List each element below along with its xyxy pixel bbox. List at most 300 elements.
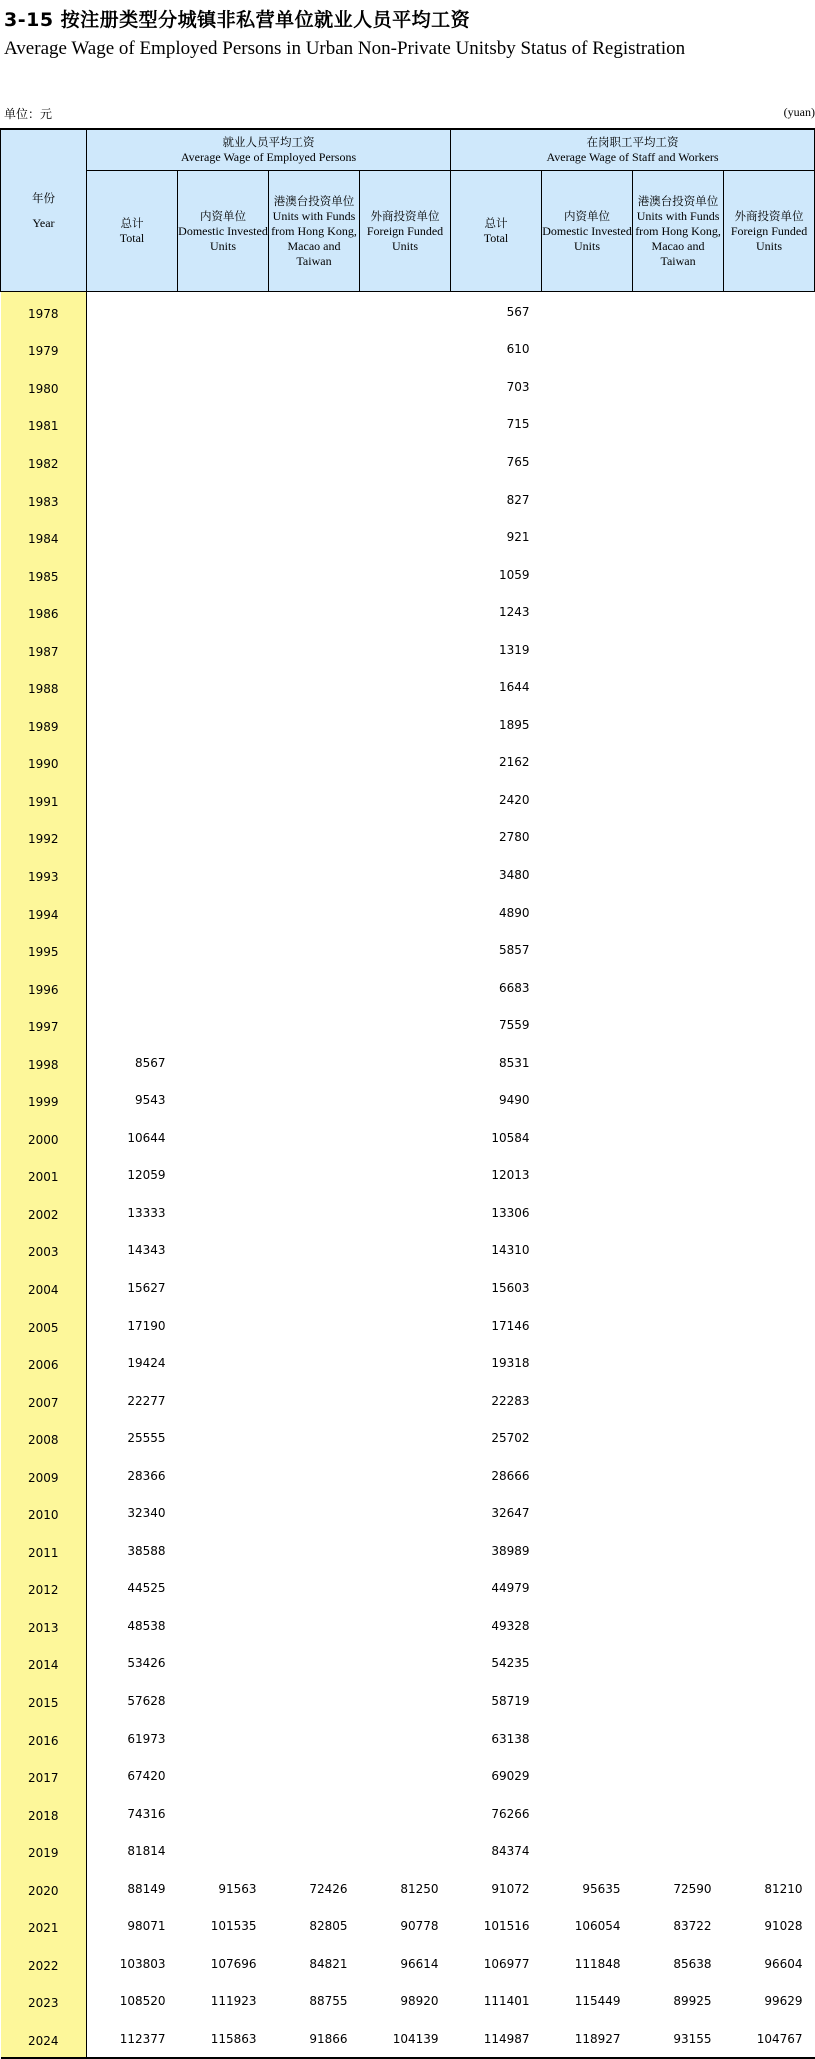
wage-cell: 22283 [491,1393,530,1408]
year-cell: 1994 [1,893,87,931]
wage-cell [269,818,360,856]
wage-cell: 44525 [127,1581,166,1596]
wage-cell [542,1831,633,1869]
column-header-employed-total [87,171,178,292]
column-header-en: Domestic Invested Units [542,223,632,253]
year-cell: 1985 [1,555,87,593]
wage-cell [633,330,724,368]
wage-cell [542,1043,633,1081]
wage-cell: 28666 [491,1468,530,1483]
wage-cell [360,630,451,668]
wage-cell: 3480 [498,867,530,882]
column-header-cn: 港澳台投资单位 [637,193,719,208]
year-cell: 1989 [1,705,87,743]
wage-cell [87,555,178,593]
year-cell: 1987 [1,630,87,668]
wage-cell [360,442,451,480]
wage-cell [724,1681,815,1719]
table-row [1,1080,815,1118]
wage-cell [360,818,451,856]
wage-cell [724,330,815,368]
wage-cell [269,1456,360,1494]
table-row [1,592,815,630]
wage-cell [269,480,360,518]
wage-cell: 88755 [309,1994,348,2009]
column-header-staff-foreign-funded [724,171,815,292]
wage-cell [360,592,451,630]
wage-cell [178,1156,269,1194]
wage-cell [87,705,178,743]
wage-cell [269,1644,360,1682]
wage-cell [633,1494,724,1532]
wage-cell: 7559 [498,1018,530,1033]
wage-cell: 107696 [210,1956,257,1971]
table-row [1,1944,815,1982]
wage-cell: 89925 [673,1994,712,2009]
column-header-cn: 总计 [120,216,144,230]
table-row [1,968,815,1006]
wage-cell [724,968,815,1006]
wage-cell [178,442,269,480]
wage-cell [269,968,360,1006]
column-header-cn: 内资单位 [564,208,611,223]
wage-cell [360,1231,451,1269]
column-header-en: Foreign Funded Units [730,223,808,253]
year-cell: 1998 [1,1043,87,1081]
wage-cell [178,555,269,593]
wage-cell [724,1644,815,1682]
wage-cell: 610 [506,342,530,357]
wage-cell: 25555 [127,1431,166,1446]
wage-cell: 10644 [127,1130,166,1145]
year-cell: 2020 [1,1869,87,1907]
wage-cell: 44979 [491,1581,530,1596]
wage-cell: 715 [506,417,530,432]
wage-cell [724,1118,815,1156]
wage-cell: 4890 [498,905,530,920]
wage-cell [178,1343,269,1381]
wage-cell [269,780,360,818]
wage-cell [542,1156,633,1194]
wage-cell [724,1005,815,1043]
wage-cell [542,1644,633,1682]
wage-cell [178,930,269,968]
wage-cell [542,1343,633,1381]
wage-cell: 96614 [400,1956,439,1971]
wage-cell [542,1531,633,1569]
wage-cell: 81210 [764,1881,803,1896]
wage-cell: 91866 [309,2031,348,2046]
group-header-employed-persons [87,129,451,171]
wage-cell [633,405,724,443]
wage-cell: 32340 [127,1506,166,1521]
wage-cell [633,517,724,555]
wage-cell [87,855,178,893]
year-column-header [1,129,87,292]
wage-cell: 103803 [119,1956,166,1971]
wage-cell [724,480,815,518]
wage-cell [360,1043,451,1081]
wage-cell: 17146 [491,1318,530,1333]
wage-cell [178,855,269,893]
column-header-en: Total [119,231,145,245]
wage-cell: 1895 [498,717,530,732]
wage-cell [360,1343,451,1381]
wage-cell [178,1005,269,1043]
wage-cell: 10584 [491,1130,530,1145]
wage-cell: 114987 [483,2031,530,2046]
table-row [1,1719,815,1757]
wage-cell [87,743,178,781]
wage-cell [633,592,724,630]
wage-cell: 67420 [127,1769,166,1784]
wage-cell [633,1531,724,1569]
wage-cell: 72426 [309,1881,348,1896]
wage-cell: 101535 [210,1919,257,1934]
group-header-cn: 在岗职工平均工资 [586,135,679,149]
table-row [1,480,815,518]
wage-cell [724,1193,815,1231]
wage-cell [87,893,178,931]
table-row [1,630,815,668]
wage-cell [724,705,815,743]
wage-cell [269,292,360,330]
wage-cell: 118927 [574,2031,621,2046]
column-header-staff-hk-macao-taiwan-funded [633,171,724,292]
year-cell: 1979 [1,330,87,368]
wage-cell [724,405,815,443]
unit-label-cn: 单位：元 [4,107,53,121]
wage-cell: 8567 [134,1055,166,1070]
wage-cell: 54235 [491,1656,530,1671]
column-header-staff-domestic-invested [542,171,633,292]
wage-cell [87,405,178,443]
wage-cell [360,1494,451,1532]
wage-cell [724,1043,815,1081]
column-header-cn: 总计 [484,216,508,230]
wage-cell: 49328 [491,1618,530,1633]
wage-cell [178,1118,269,1156]
wage-cell: 72590 [673,1881,712,1896]
wage-cell [724,1456,815,1494]
wage-cell [360,667,451,705]
wage-table [0,128,815,2059]
wage-cell: 48538 [127,1618,166,1633]
wage-cell: 703 [506,379,530,394]
year-cell: 2008 [1,1418,87,1456]
wage-cell: 111923 [210,1994,257,2009]
wage-cell [633,1306,724,1344]
wage-cell [724,630,815,668]
wage-cell: 91563 [218,1881,257,1896]
wage-cell [269,555,360,593]
wage-cell [724,743,815,781]
wage-cell: 12013 [491,1168,530,1183]
wage-cell [269,1231,360,1269]
year-cell: 2001 [1,1156,87,1194]
wage-cell [633,1756,724,1794]
table-row [1,292,815,330]
wage-cell: 8531 [498,1055,530,1070]
table-row [1,1756,815,1794]
wage-cell [633,780,724,818]
wage-cell [269,330,360,368]
wage-cell: 99629 [764,1994,803,2009]
wage-cell [178,292,269,330]
wage-cell [724,1156,815,1194]
wage-cell: 2780 [498,830,530,845]
wage-cell [724,517,815,555]
wage-cell: 57628 [127,1694,166,1708]
wage-cell [360,1831,451,1869]
wage-cell [360,743,451,781]
wage-cell [178,1231,269,1269]
table-row [1,1231,815,1269]
wage-cell: 91028 [764,1919,803,1934]
wage-cell [360,1756,451,1794]
wage-cell [360,1681,451,1719]
wage-cell [269,1118,360,1156]
wage-cell [178,592,269,630]
wage-cell [269,367,360,405]
year-cell: 2022 [1,1944,87,1982]
wage-cell [633,1606,724,1644]
wage-cell [269,1268,360,1306]
wage-cell: 19318 [491,1356,530,1371]
wage-cell [360,1418,451,1456]
wage-cell [542,1306,633,1344]
year-cell: 2007 [1,1381,87,1419]
wage-cell [542,1569,633,1607]
wage-cell [542,743,633,781]
table-row [1,442,815,480]
wage-cell [724,1231,815,1269]
wage-cell [178,1268,269,1306]
table-row [1,1418,815,1456]
year-cell: 2017 [1,1756,87,1794]
wage-cell: 106977 [483,1956,530,1971]
wage-cell: 2420 [498,792,530,807]
wage-cell [633,705,724,743]
wage-cell [269,1719,360,1757]
wage-cell [360,1156,451,1194]
wage-cell [542,480,633,518]
wage-cell: 38588 [127,1543,166,1558]
wage-cell: 98920 [400,1994,439,2009]
table-row [1,1005,815,1043]
year-cell: 1992 [1,818,87,856]
wage-cell [269,1418,360,1456]
year-cell: 2006 [1,1343,87,1381]
wage-cell [178,330,269,368]
table-title-cn: 3-15 按注册类型分城镇非私营单位就业人员平均工资 [4,9,471,31]
wage-cell [178,1531,269,1569]
table-row [1,2019,815,2058]
wage-cell [724,1343,815,1381]
wage-cell [178,480,269,518]
wage-cell [542,592,633,630]
wage-cell [178,1644,269,1682]
wage-cell [542,1719,633,1757]
year-cell: 1996 [1,968,87,1006]
wage-cell: 101516 [483,1919,530,1934]
column-header-en: Total [483,231,509,245]
wage-cell: 91072 [491,1881,530,1896]
wage-cell [542,1681,633,1719]
wage-cell [269,855,360,893]
wage-cell [542,705,633,743]
wage-cell [542,1118,633,1156]
wage-cell [178,1756,269,1794]
year-cell: 1990 [1,743,87,781]
wage-cell [178,1043,269,1081]
wage-cell [269,630,360,668]
wage-cell [269,442,360,480]
wage-cell: 1059 [498,567,530,582]
year-cell: 1983 [1,480,87,518]
wage-cell [87,517,178,555]
year-cell: 1986 [1,592,87,630]
wage-cell [633,1418,724,1456]
wage-cell [178,1193,269,1231]
year-cell: 2018 [1,1794,87,1832]
wage-cell [633,1005,724,1043]
table-row [1,930,815,968]
wage-cell [724,1306,815,1344]
wage-cell [542,893,633,931]
wage-cell [360,1268,451,1306]
year-cell: 1991 [1,780,87,818]
year-cell: 2009 [1,1456,87,1494]
wage-cell: 63138 [491,1731,530,1746]
wage-cell [360,292,451,330]
wage-cell [360,780,451,818]
table-row [1,1569,815,1607]
wage-cell [360,1569,451,1607]
wage-cell [178,968,269,1006]
wage-cell [360,1193,451,1231]
wage-cell [269,1494,360,1532]
wage-cell: 17190 [127,1318,166,1333]
wage-cell: 98071 [127,1919,166,1934]
wage-cell: 28366 [127,1468,166,1483]
table-row [1,555,815,593]
wage-cell: 2162 [498,755,530,770]
table-row [1,517,815,555]
wage-cell [633,367,724,405]
table-row [1,1456,815,1494]
wage-cell [87,592,178,630]
column-header-employed-foreign-funded [360,171,451,292]
column-header-cn: 港澳台投资单位 [273,193,355,208]
wage-cell: 1243 [498,605,530,620]
wage-cell [633,1043,724,1081]
wage-cell: 95635 [582,1881,621,1896]
wage-cell [542,667,633,705]
column-header-en: Units with Funds from Hong Kong, Macao and Taiwan [271,208,357,268]
wage-cell: 5857 [498,943,530,958]
wage-cell [178,1306,269,1344]
wage-cell [360,1005,451,1043]
table-title-en: Average Wage of Employed Persons in Urban Non-Private Unitsby Status of Registration [4,38,686,59]
year-header-cn: 年份 [32,190,55,205]
wage-cell [724,667,815,705]
wage-cell [542,1193,633,1231]
wage-cell [360,1381,451,1419]
wage-cell [633,1156,724,1194]
wage-cell [178,1681,269,1719]
group-header-en: Average Wage of Employed Persons [180,150,357,164]
table-row [1,1869,815,1907]
year-cell: 2015 [1,1681,87,1719]
wage-cell [542,818,633,856]
year-cell: 2000 [1,1118,87,1156]
wage-cell [724,592,815,630]
wage-cell [87,818,178,856]
wage-cell [633,1456,724,1494]
wage-cell [724,1719,815,1757]
year-cell: 1984 [1,517,87,555]
wage-cell [269,1381,360,1419]
wage-cell [542,1418,633,1456]
column-header-employed-domestic-invested [178,171,269,292]
wage-cell [269,1043,360,1081]
table-row [1,1907,815,1945]
wage-cell [178,1456,269,1494]
year-cell: 2011 [1,1531,87,1569]
wage-cell [360,555,451,593]
wage-cell: 14310 [491,1243,530,1258]
wage-cell: 32647 [491,1506,530,1521]
table-row [1,1343,815,1381]
wage-cell [724,1268,815,1306]
wage-cell [269,592,360,630]
wage-cell [633,1569,724,1607]
wage-cell: 74316 [127,1806,166,1821]
wage-cell: 81814 [127,1844,166,1859]
table-row [1,1306,815,1344]
wage-cell [178,517,269,555]
wage-cell: 111401 [483,1994,530,2009]
wage-cell: 9543 [134,1093,166,1108]
year-cell: 2012 [1,1569,87,1607]
wage-cell [360,1719,451,1757]
wage-cell [360,930,451,968]
year-header-en: Year [32,215,55,230]
wage-cell: 90778 [400,1919,439,1934]
wage-cell [360,405,451,443]
wage-cell [87,780,178,818]
wage-cell [633,667,724,705]
wage-cell [633,442,724,480]
wage-cell [87,480,178,518]
table-row [1,780,815,818]
wage-cell [633,1231,724,1269]
wage-cell [542,1381,633,1419]
table-row [1,367,815,405]
wage-cell [269,893,360,931]
wage-cell: 921 [506,530,530,545]
wage-cell [178,1418,269,1456]
wage-cell: 96604 [764,1956,803,1971]
wage-cell [360,367,451,405]
wage-cell: 93155 [673,2031,712,2046]
wage-cell: 61973 [127,1731,166,1746]
year-cell: 2013 [1,1606,87,1644]
wage-cell [360,1644,451,1682]
wage-cell [633,930,724,968]
wage-cell [360,1456,451,1494]
